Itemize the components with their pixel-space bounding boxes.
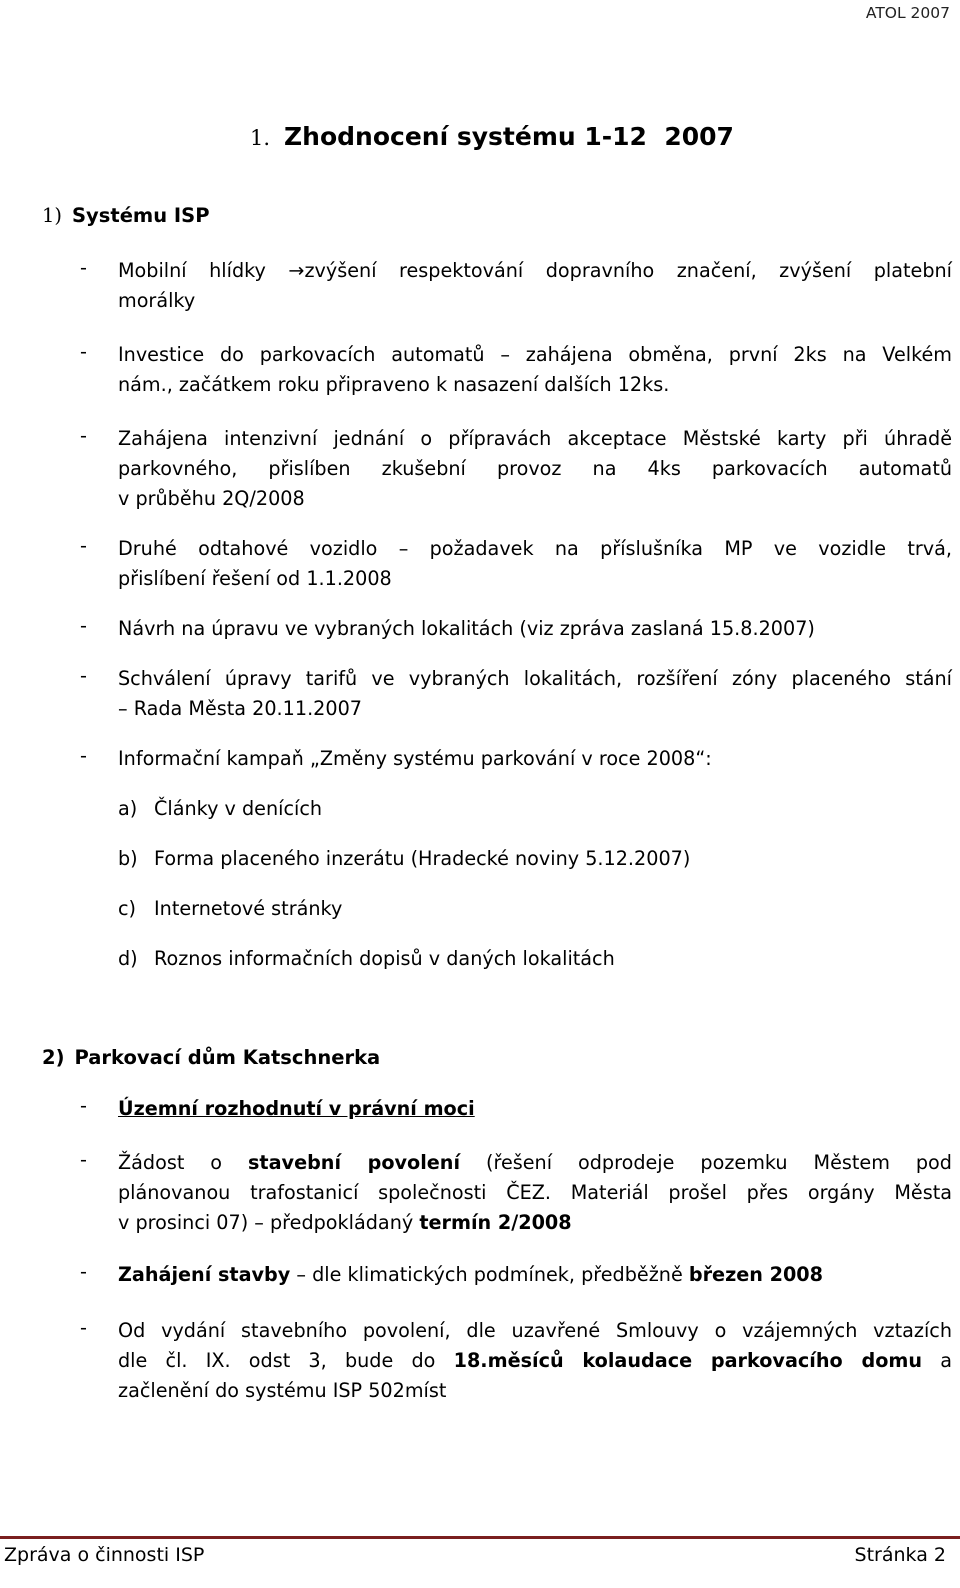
section-1-heading	[42, 204, 210, 227]
list-item	[80, 614, 952, 644]
item-bold-text: Územní rozhodnutí v právní moci	[118, 1097, 475, 1120]
item-line: Zahájena intenzivní jednání o přípravách akceptace Městské karty při úhradě	[118, 427, 952, 450]
list-item	[80, 1094, 952, 1124]
item-line: Mobilní hlídky →zvýšení respektování dopravního značení, zvýšení platební	[118, 259, 952, 282]
item-line: v průběhu 2Q/2008	[118, 487, 305, 510]
section-2-title: Parkovací dům Katschnerka	[74, 1046, 381, 1069]
item-line: Druhé odtahové vozidlo – požadavek na příslušníka MP ve vozidle trvá,	[118, 537, 952, 560]
item-text: v prosinci 07) – předpokládaný	[118, 1211, 420, 1234]
sub-item	[118, 844, 690, 874]
bullet-dash: -	[80, 534, 87, 557]
bullet-dash: -	[80, 1260, 87, 1283]
footer-rule	[0, 1536, 960, 1539]
item-line: přislíbení řešení od 1.1.2008	[118, 567, 392, 590]
footer-left: Zpráva o činnosti ISP	[4, 1544, 205, 1566]
item-line: začlenění do systému ISP 502míst	[118, 1379, 447, 1402]
item-bold-text: stavební povolení	[248, 1151, 461, 1174]
bullet-dash: -	[80, 614, 87, 637]
list-item	[80, 1316, 952, 1406]
list-item	[80, 340, 952, 400]
item-line: Investice do parkovacích automatů – zahájena obměna, první 2ks na Velkém	[118, 343, 952, 366]
sub-item-label: a)	[118, 797, 138, 820]
running-header: ATOL 2007	[865, 4, 950, 22]
item-line: Od vydání stavebního povolení, dle uzavřené Smlouvy o vzájemných vztazích	[118, 1319, 952, 1342]
list-item	[80, 424, 952, 514]
item-bold-text: březen 2008	[688, 1263, 823, 1286]
section-1-title: Systému ISP	[72, 204, 210, 227]
title-text: Zhodnocení systému 1-12 2007	[284, 122, 734, 151]
item-line: – Rada Města 20.11.2007	[118, 697, 362, 720]
sub-item-label: c)	[118, 897, 137, 920]
section-1-number: 1)	[42, 204, 63, 227]
bullet-dash: -	[80, 1148, 87, 1171]
item-line: Informační kampaň „Změny systému parkování v roce 2008“:	[118, 747, 712, 770]
list-item	[80, 1148, 952, 1238]
bullet-dash: -	[80, 664, 87, 687]
bullet-dash: -	[80, 1094, 87, 1117]
item-text: a	[922, 1349, 953, 1372]
footer-page-number: Stránka 2	[854, 1544, 946, 1566]
list-item	[80, 744, 952, 774]
item-line: nám., začátkem roku připraveno k nasazení dalších 12ks.	[118, 373, 670, 396]
item-bold-text: termín 2/2008	[419, 1211, 572, 1234]
sub-item-text: Forma placeného inzerátu (Hradecké noviny 5.12.2007)	[154, 847, 691, 870]
item-line: plánovanou trafostanicí společnosti ČEZ. Materiál prošel přes orgány Města	[118, 1181, 952, 1204]
item-text: (řešení odprodeje pozemku Městem pod	[460, 1151, 952, 1174]
section-2-number: 2)	[42, 1046, 65, 1069]
bullet-dash: -	[80, 256, 87, 279]
item-bold-text: Zahájení stavby	[118, 1263, 291, 1286]
bullet-dash: -	[80, 1316, 87, 1339]
sub-item	[118, 794, 322, 824]
bullet-dash: -	[80, 744, 87, 767]
sub-item-text: Internetové stránky	[154, 897, 343, 920]
section-2-heading	[42, 1046, 380, 1069]
sub-item	[118, 894, 342, 924]
bullet-dash: -	[80, 424, 87, 447]
sub-item-text: Roznos informačních dopisů v daných lokalitách	[154, 947, 615, 970]
page-title	[250, 122, 734, 151]
sub-item-label: d)	[118, 947, 138, 970]
list-item	[80, 534, 952, 594]
item-line: Schválení úpravy tarifů ve vybraných lokalitách, rozšíření zóny placeného stání	[118, 667, 952, 690]
list-item	[80, 664, 952, 724]
sub-item-label: b)	[118, 847, 138, 870]
list-item	[80, 256, 952, 316]
item-text: dle čl. IX. odst 3, bude do	[118, 1349, 454, 1372]
list-item	[80, 1260, 952, 1290]
item-line: morálky	[118, 289, 196, 312]
item-text: – dle klimatických podmínek, předběžně	[290, 1263, 689, 1286]
item-line: Návrh na úpravu ve vybraných lokalitách (viz zpráva zaslaná 15.8.2007)	[118, 617, 815, 640]
item-text: Žádost o	[118, 1151, 249, 1174]
title-number: 1.	[250, 126, 271, 150]
item-line: parkovného, přislíben zkušební provoz na 4ks parkovacích automatů	[118, 457, 952, 480]
sub-item-text: Články v denících	[154, 797, 323, 820]
item-bold-text: 18.měsíců kolaudace parkovacího domu	[453, 1349, 923, 1372]
sub-item	[118, 944, 615, 974]
bullet-dash: -	[80, 340, 87, 363]
